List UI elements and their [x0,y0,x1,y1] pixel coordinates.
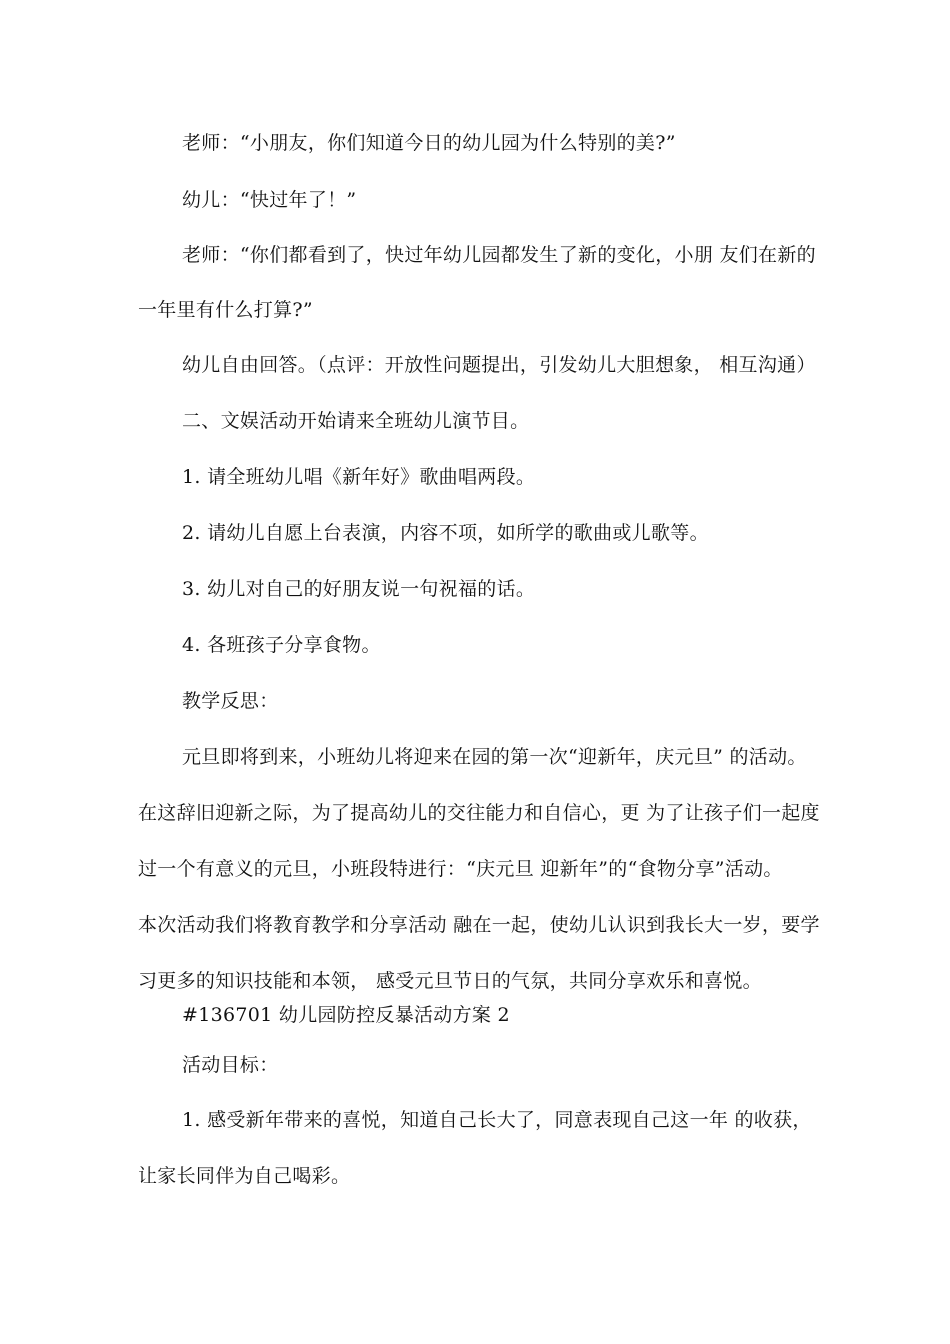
list-item: 1. 感受新年带来的喜悦，知道自己长大了，同意表现自己这一年 的收获， [182,1109,812,1131]
section-heading: 教学反思： [182,690,279,712]
text-line: 元旦即将到来，小班幼儿将迎来在园的第一次“迎新年，庆元旦” 的活动。 [182,746,807,768]
list-item: 4. 各班孩子分享食物。 [182,634,381,656]
text-line: 老师：“你们都看到了，快过年幼儿园都发生了新的变化，小朋 友们在新的 [182,244,816,266]
text-line: 老师：“小朋友，你们知道今日的幼儿园为什么特别的美?” [182,132,676,154]
text-line: 过一个有意义的元旦，小班段特进行：“庆元旦 迎新年”的“食物分享”活动。 [138,858,783,880]
text-line: 幼儿：“快过年了！” [182,189,357,211]
section-heading: 活动目标： [182,1054,279,1076]
text-line: 本次活动我们将教育教学和分享活动 融在一起，使幼儿认识到我长大一岁，要学 [138,914,820,936]
text-line: 让家长同伴为自己喝彩。 [138,1165,351,1187]
list-item: 3. 幼儿对自己的好朋友说一句祝福的话。 [182,578,536,600]
list-item: 2. 请幼儿自愿上台表演，内容不项，如所学的歌曲或儿歌等。 [182,522,709,544]
list-item: 1. 请全班幼儿唱《新年好》歌曲唱两段。 [182,466,536,488]
text-line: 幼儿自由回答。（点评：开放性问题提出，引发幼儿大胆想象， 相互沟通） [182,354,816,376]
text-line: 习更多的知识技能和本领， 感受元旦节日的气氛，共同分享欢乐和喜悦。 [138,970,762,992]
text-line: 在这辞旧迎新之际，为了提高幼儿的交往能力和自信心，更 为了让孩子们一起度 [138,802,820,824]
document-title: #136701 幼儿园防控反暴活动方案 2 [182,1004,510,1026]
text-line: 一年里有什么打算?” [138,299,313,321]
text-line: 二、文娱活动开始请来全班幼儿演节目。 [182,410,530,432]
